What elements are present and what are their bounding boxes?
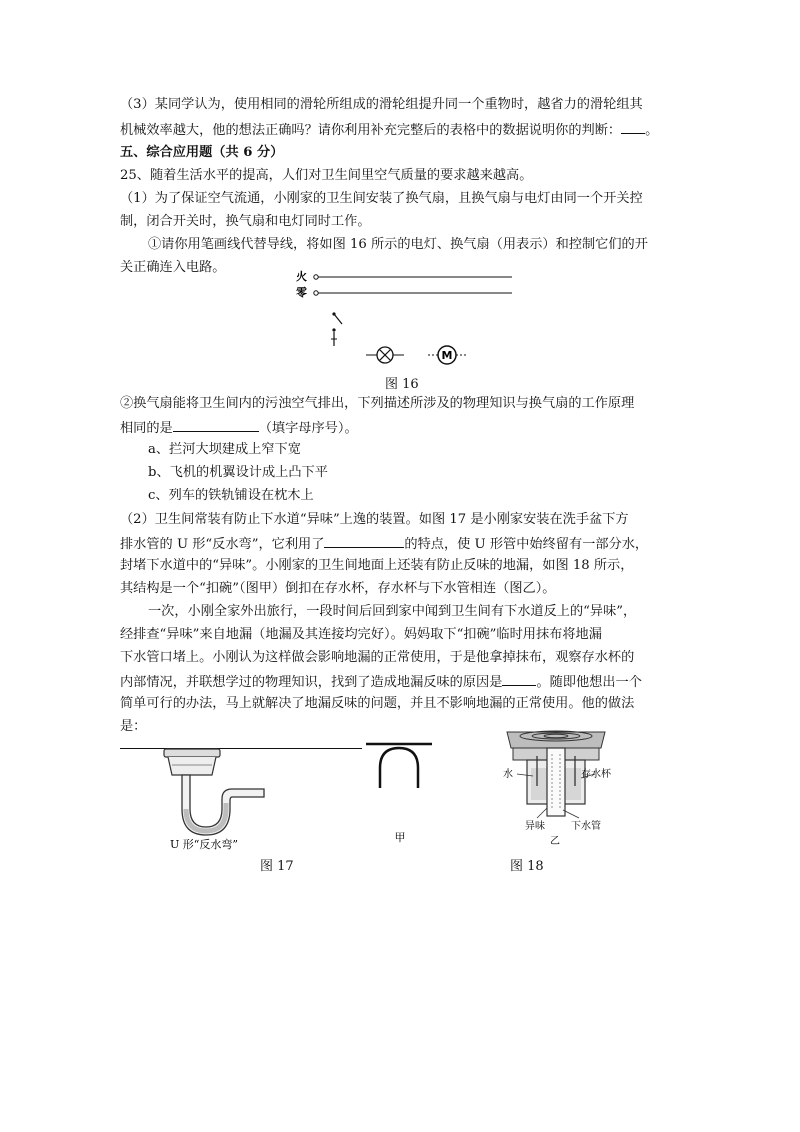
q25-p2-text-b: 的特点，使 U 形管中始终留有一部分水， [404,537,649,552]
q25-p2-line1: （2）卫生间常装有防止下水道“异味”上逸的装置。如图 17 是小刚家安装在洗手盆下方 [120,512,629,527]
q25-p2-line2 [120,535,648,553]
answer-blank[interactable] [324,535,404,548]
q25-p1-line2: 制，闭合开关时，换气扇和电灯同时工作。 [120,214,371,229]
q25-p1-line1: （1）为了保证空气流通，小刚家的卫生间安装了换气扇，且换气扇与电灯由同一个开关控 [120,191,643,206]
q25-p2-line4: 其结构是一个“扣碗”（图甲）倒扣在存水杯，存水杯与下水管相连（图乙）。 [120,581,556,596]
figure-16-circuit [290,266,530,370]
water-label: 水 [503,769,513,780]
q25-sub2-text-b: （填字母序号）。 [258,421,358,436]
answer-blank[interactable] [502,673,536,686]
q25-p3-line4 [120,673,642,691]
pipe-label: 下水管 [571,821,601,832]
q24-p3-line1: （3）某同学认为，使用相同的滑轮所组成的滑轮组提升同一个重物时，越省力的滑轮组其 [120,97,643,112]
q25-intro: 25、随着生活水平的提高，人们对卫生间里空气质量的要求越来越高。 [120,168,533,183]
figure-18-drain-yi [497,722,615,847]
q25-p3-line6: 是： [120,719,147,734]
q24-p3-line2 [120,121,658,139]
q25-sub1-line2: 关正确连入电路。 [120,260,226,275]
option-b: b、飞机的机翼设计成上凸下平 [148,465,328,480]
neutral-wire-label: 零 [296,286,307,299]
q25-p3-line2: 经排查“异味”来自地漏（地漏及其连接均完好）。妈妈取下“扣碗”临时用抹布将地漏 [120,627,602,642]
q25-p3-line5: 简单可行的办法，马上就解决了地漏反味的问题，并且不影响地漏的正常使用。他的做法 [120,696,635,711]
cup-label: 存水杯 [581,769,611,780]
q25-p3-text-b: 。随即他想出一个 [536,675,642,690]
u-pipe-icon [182,775,264,835]
figure-18-caption: 图 18 [510,859,544,874]
q25-p3-text-a: 内部情况，并联想学过的物理知识，找到了造成地漏反味的原因是 [120,675,503,690]
q25-p3-line3: 下水管口堵上。小刚认为这样做会影响地漏的正常使用，于是他拿掉抹布，观察存水杯的 [120,650,635,665]
option-a: a、拦河大坝建成上窄下宽 [148,442,301,457]
figure-17-u-trap [160,745,300,851]
answer-blank[interactable] [173,419,259,432]
q25-sub2-line1: ②换气扇能将卫生间内的污浊空气排出，下列描述所涉及的物理知识与换气扇的工作原理 [120,396,635,411]
live-wire-terminal [314,275,318,279]
q25-sub1-line1: ①请你用笔画线代替导线，将如图 16 所示的电灯、换气扇（用表示）和控制它们的开 [148,237,648,252]
jia-label: 甲 [394,831,406,844]
q24-p3-end: 。 [645,123,659,138]
switch-icon [331,312,342,346]
live-wire-label: 火 [296,270,307,283]
u-trap-label: U 形“反水弯” [170,838,239,851]
q25-sub2-line2 [120,419,358,437]
q25-sub2-text-a: 相同的是 [120,421,173,436]
option-c: c、列车的铁轨铺设在枕木上 [148,488,314,503]
q24-p3-text: 机械效率越大，他的想法正确吗？请你利用补充完整后的表格中的数据说明你的判断： [120,123,622,138]
sink-basin-icon [164,749,220,775]
section-title: 五、综合应用题（共 6 分） [120,145,284,160]
figure-18-bowl-jia [360,738,440,844]
answer-blank[interactable] [621,121,645,134]
figure-16-caption: 图 16 [385,377,419,392]
q25-p2-text-a: 排水管的 U 形“反水弯”，它利用了 [120,537,325,552]
q25-p2-line3: 封堵下水道中的“异味”。小刚家的卫生间地面上还装有防止反味的地漏，如图 18 所示， [120,558,634,573]
neutral-wire-terminal [314,291,318,295]
odor-label: 异味 [525,821,545,832]
lamp-icon [366,347,404,363]
q25-p3-line1: 一次，小刚全家外出旅行，一段时间后回到家中闻到卫生间有下水道反上的“异味”， [148,604,637,619]
motor-label: M [441,349,453,362]
yi-label: 乙 [550,836,560,847]
cap-bowl-icon [366,744,432,788]
figure-17-caption: 图 17 [260,859,294,874]
